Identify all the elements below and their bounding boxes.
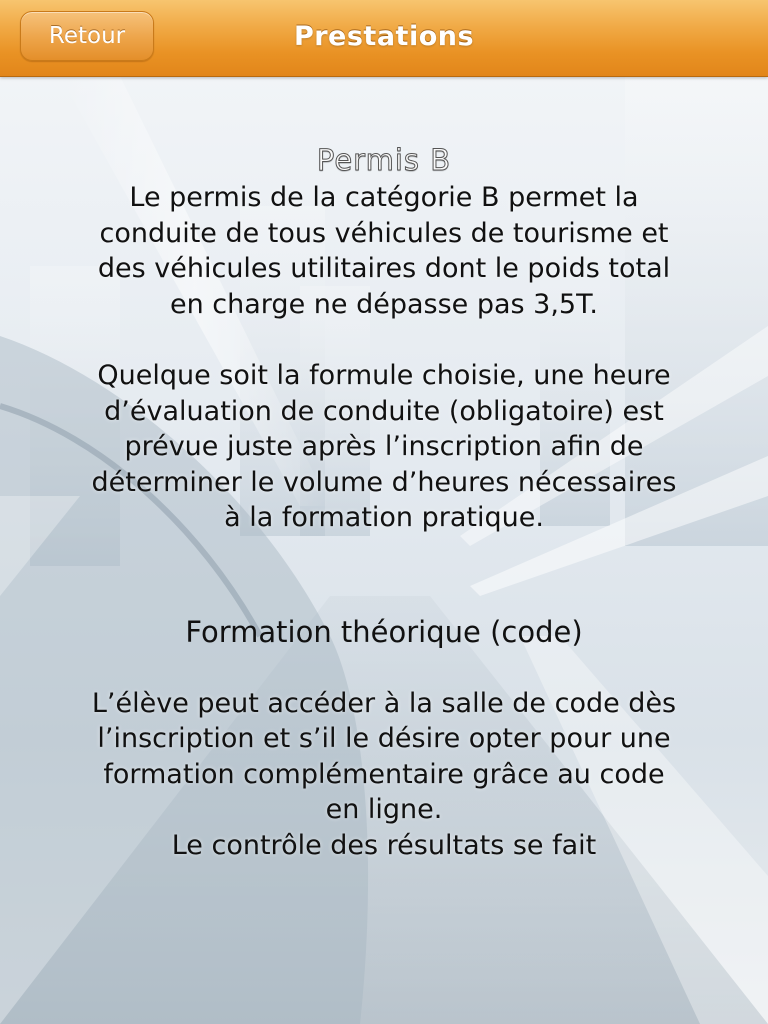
paragraph-salle-de-code: L’élève peut accéder à la salle de code dès l’inscription et s’il le désire opter pour une formation complémentaire grâce au code en ligne. <box>91 687 677 825</box>
paragraph-permis-b-description: Le permis de la catégorie B permet la conduite de tous véhicules de tourisme et des véhicules utilitaires dont le poids total en charge ne dépasse pas 3,5T. <box>97 182 671 320</box>
content-area <box>0 140 768 863</box>
navigation-bar <box>0 0 768 77</box>
paragraph-controle-resultats: Le contrôle des résultats se fait <box>171 829 597 861</box>
paragraph-evaluation: Quelque soit la formule choisie, une heure d’évaluation de conduite (obligatoire) est prévue juste après l’inscription afin de déterminer le volume d’heures nécessaires à la formation pratique. <box>91 360 677 533</box>
section-title-formation-theorique: Formation théorique (code) <box>185 614 583 649</box>
page-title: Prestations <box>293 21 475 52</box>
back-button[interactable]: Retour <box>20 11 154 61</box>
section-title-permis-b: Permis B <box>316 143 452 177</box>
